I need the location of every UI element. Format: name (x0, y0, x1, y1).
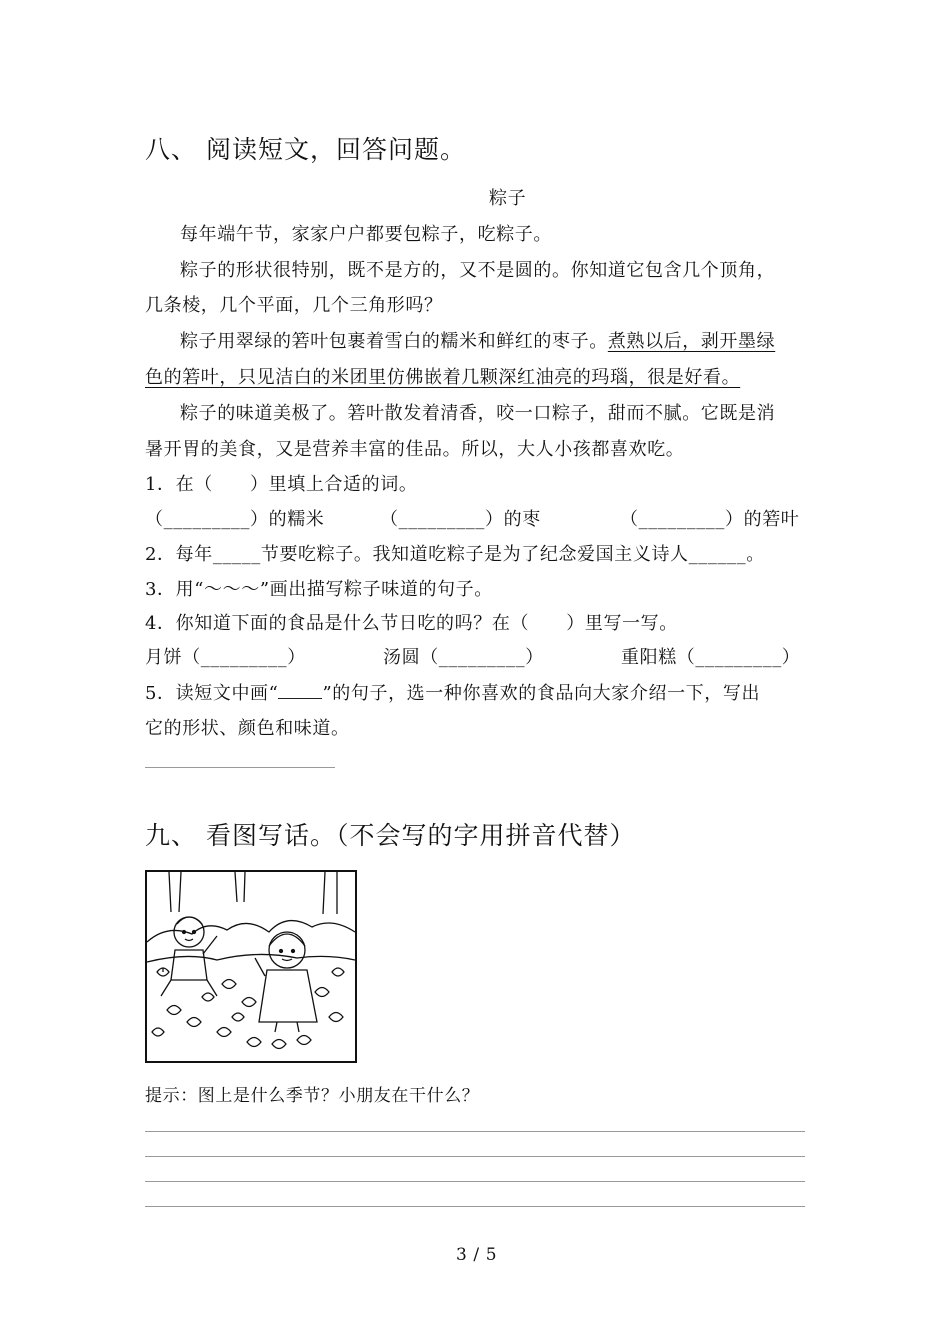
underlined-sentence-part-1: 煮熟以后，剥开墨绿 (607, 331, 776, 352)
writing-line-2[interactable] (145, 1156, 805, 1157)
question-5-text-a: 5．读短文中画“ (145, 683, 279, 704)
question-4-item-2: 汤圆（_________） (383, 647, 544, 668)
question-1: 1．在（ ）里填上合适的词。 (145, 474, 418, 495)
passage-para-1: 每年端午节，家家户户都要包粽子，吃粽子。 (180, 224, 552, 245)
question-1-item-3: （_________）的箬叶 (620, 509, 800, 530)
section-9-heading: 九、 看图写话。（不会写的字用拼音代替） (145, 821, 636, 850)
question-3: 3．用“～～～”画出描写粽子味道的句子。 (145, 579, 493, 600)
passage-para-2-line-1: 粽子的形状很特别，既不是方的，又不是圆的。你知道它包含几个顶角， (180, 260, 776, 281)
writing-line-4[interactable] (145, 1206, 805, 1207)
question-4-item-3: 重阳糕（_________） (621, 647, 801, 668)
passage-para-4-line-1: 粽子的味道美极了。箬叶散发着清香，咬一口粽子，甜而不腻。它既是消 (180, 403, 776, 424)
answer-line[interactable] (145, 767, 335, 768)
writing-hint: 提示：图上是什么季节？小朋友在干什么？ (145, 1086, 480, 1106)
question-2: 2．每年_____节要吃粽子。我知道吃粽子是为了纪念爱国主义诗人______。 (145, 544, 765, 565)
underline-mark (278, 684, 322, 699)
page-number: 3 / 5 (456, 1245, 498, 1265)
passage-title: 粽子 (489, 188, 527, 209)
passage-para-3-line-1 (180, 327, 775, 353)
question-5-text-b: ”的句子，选一种你喜欢的食品向大家介绍一下，写出 (322, 683, 761, 704)
section-8-heading: 八、 阅读短文，回答问题。 (145, 135, 466, 164)
underlined-sentence-part-2: 色的箬叶，只见洁白的米团里仿佛嵌着几颗深红油亮的玛瑙，很是好看。 (145, 367, 741, 388)
writing-line-1[interactable] (145, 1131, 805, 1132)
writing-line-3[interactable] (145, 1181, 805, 1182)
passage-para-3-text: 粽子用翠绿的箬叶包裹着雪白的糯米和鲜红的枣子。 (180, 331, 608, 352)
question-1-item-2: （_________）的枣 (380, 509, 541, 530)
question-4: 4．你知道下面的食品是什么节日吃的吗？在（ ）里写一写。 (145, 613, 678, 634)
question-4-item-1: 月饼（_________） (145, 647, 306, 668)
passage-para-2-line-2: 几条棱，几个平面，几个三角形吗？ (145, 295, 443, 316)
illustration-drawing (147, 872, 355, 1061)
question-5-line-2: 它的形状、颜色和味道。 (145, 718, 350, 739)
passage-para-4-line-2: 暑开胃的美食，又是营养丰富的佳品。所以，大人小孩都喜欢吃。 (145, 439, 685, 460)
illustration-children-autumn-leaves (145, 870, 357, 1063)
question-5-line-1 (145, 679, 760, 705)
question-1-item-1: （_________）的糯米 (145, 509, 325, 530)
